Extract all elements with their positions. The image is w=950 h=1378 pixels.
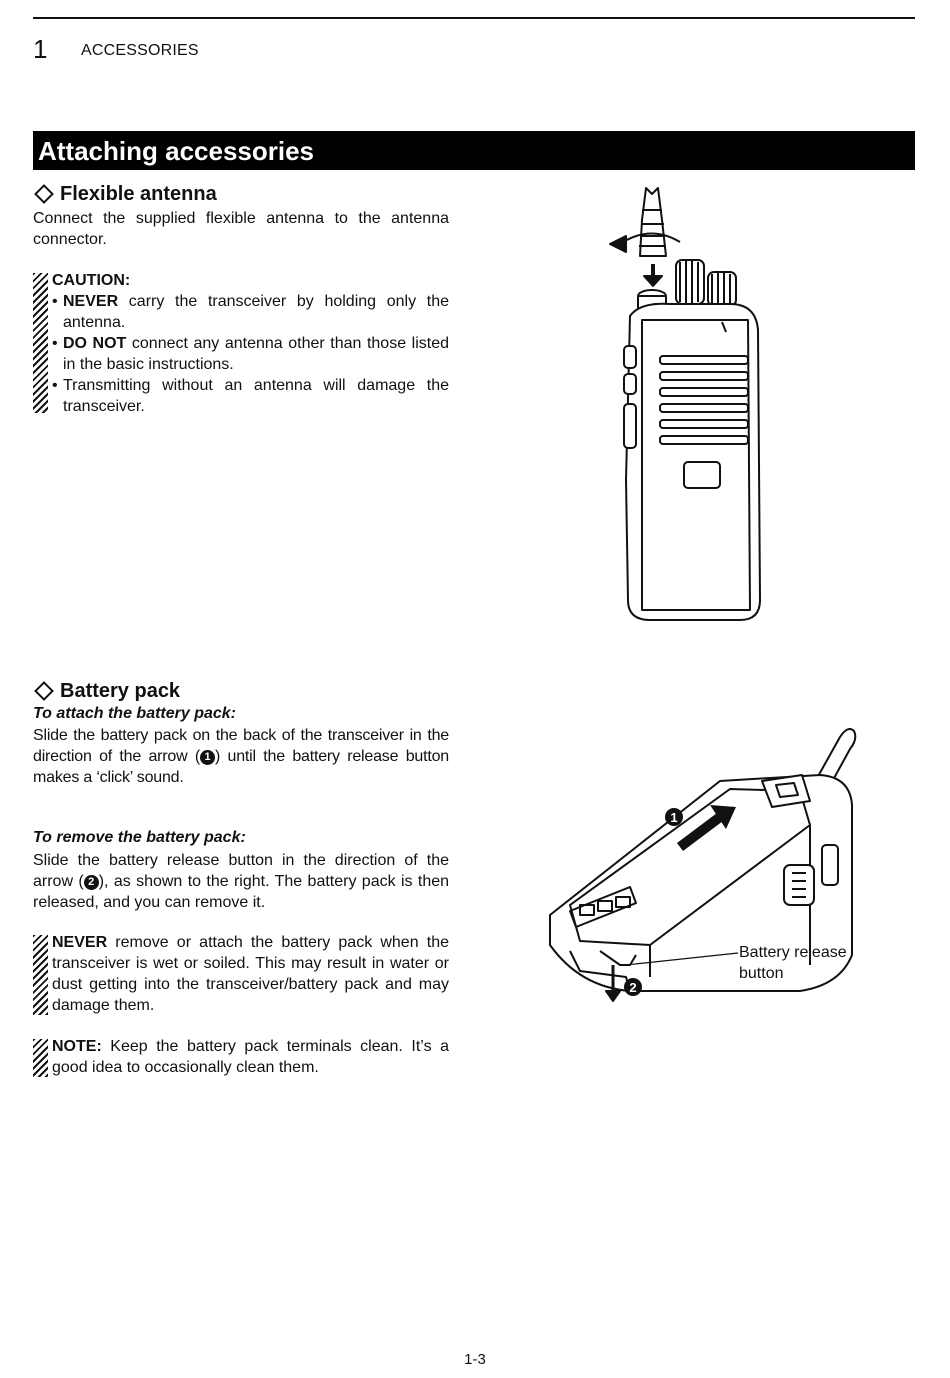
chapter-number: 1 xyxy=(33,34,48,64)
chapter-title: ACCESSORIES xyxy=(81,42,199,59)
warning-hatch-icon xyxy=(33,935,48,1015)
header-rule xyxy=(33,17,915,19)
radio-antenna-illustration xyxy=(580,180,780,630)
caution-label: CAUTION: xyxy=(52,272,131,289)
step-marker-1: 1 xyxy=(200,750,215,765)
note-hatch-icon xyxy=(33,1039,48,1077)
fig-marker-1 xyxy=(665,808,683,826)
diamond-icon xyxy=(34,681,54,701)
caution-bullet: • Transmitting without an antenna will damage the transceiver. xyxy=(52,377,449,415)
attach-text: Slide the battery pack on the back of the transceiver in the direction of the arrow ( 1 ) until the battery release button makes a ‘click’ sound. xyxy=(33,727,449,786)
antenna-caution xyxy=(33,270,449,417)
antenna-intro: Connect the supplied flexible antenna to the antenna connector. xyxy=(33,210,449,248)
page-number: 1-3 xyxy=(464,1351,486,1368)
caution-bullet: • NEVER carry the transceiver by holding only the antenna. xyxy=(52,293,449,331)
fig-marker-2 xyxy=(624,978,642,996)
battery-note: NOTE: Keep the battery pack terminals clean. It’s a good idea to occasionally clean them. xyxy=(33,1036,449,1078)
section-header xyxy=(33,131,915,170)
battery-warning: NEVER remove or attach the battery pack when the transceiver is wet or soiled. This may result in water or dust getting into the transceiver/battery pack and may damage them. xyxy=(33,932,449,1016)
svg-text:2: 2 xyxy=(629,980,637,995)
caution-hatch-icon xyxy=(33,273,48,413)
caution-bullet: • DO NOT connect any antenna other than those listed in the basic instructions. xyxy=(52,335,450,373)
remove-title: To remove the battery pack: xyxy=(33,829,246,846)
diamond-icon xyxy=(34,184,54,204)
section-title: Attaching accessories xyxy=(38,136,315,166)
step-marker-2: 2 xyxy=(84,875,99,890)
battery-release-callout: Battery release button xyxy=(739,944,847,982)
attach-title: To attach the battery pack: xyxy=(33,705,237,722)
remove-text: Slide the battery release button in the direction of the arrow ( 2 ), as shown to the right. The battery pack is then released, and you can remove it. xyxy=(33,852,450,911)
antenna-heading: Flexible antenna xyxy=(33,183,217,206)
battery-heading: Battery pack xyxy=(33,680,180,703)
svg-text:1: 1 xyxy=(670,810,678,825)
